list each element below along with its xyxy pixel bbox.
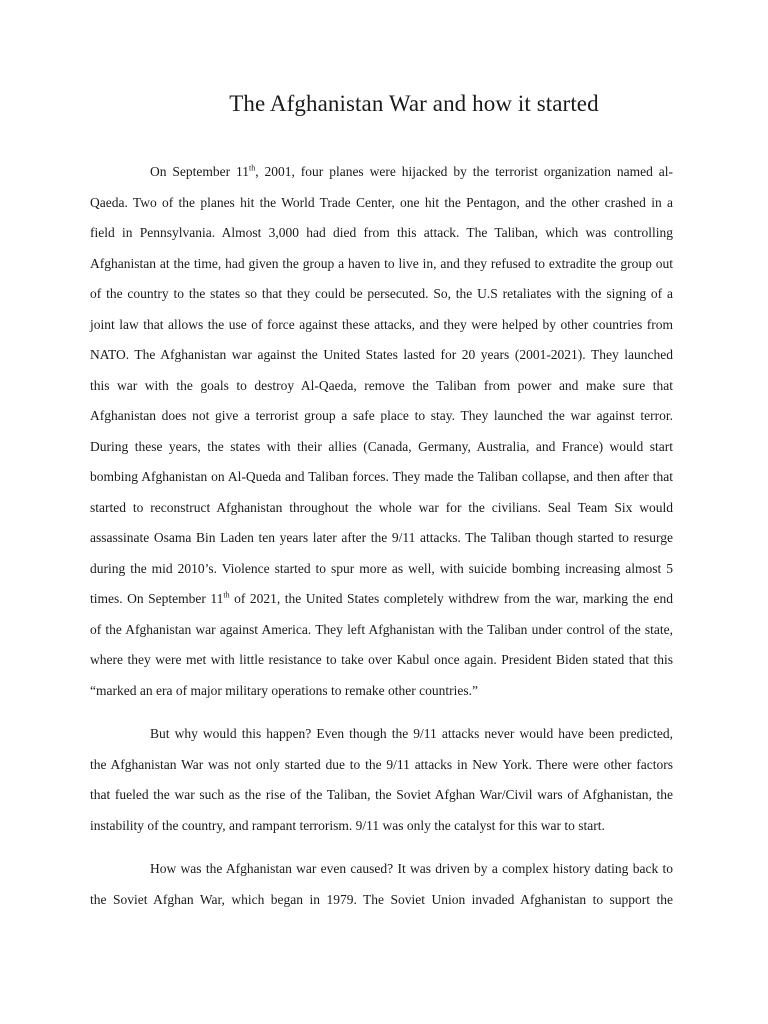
text-line: How was the Afghanistan war even caused? It was driven by a complex history dating back to: [150, 861, 673, 876]
text-line: joint law that allows the use of force against these attacks, and they were helped by other countries from: [90, 316, 673, 332]
text-line: field in Pennsylvania. Almost 3,000 had died from this attack. The Taliban, which was controlling: [90, 225, 673, 240]
text-line: Qaeda. Two of the planes hit the World Trade Center, one hit the Pentagon, and the other crashed in a: [90, 194, 673, 210]
text-line: Afghanistan at the time, had given the group a haven to live in, and they refused to extradite the group out: [90, 255, 673, 271]
text-line: of the Afghanistan war against America. They left Afghanistan with the Taliban under control of the state,: [90, 621, 673, 637]
text-line: times. On September 11th of 2021, the United States completely withdrew from the war, marking the end: [90, 590, 673, 606]
text-line: Afghanistan does not give a terrorist group a safe place to stay. They launched the war against terror.: [90, 408, 673, 423]
text-line: bombing Afghanistan on Al-Queda and Taliban forces. They made the Taliban collapse, and then after that: [90, 469, 673, 484]
text-line: the Soviet Afghan War, which began in 1979. The Soviet Union invaded Afghanistan to support the: [90, 891, 673, 907]
paragraph-1: [90, 157, 673, 706]
text-line: But why would this happen? Even though the 9/11 attacks never would have been predicted,: [150, 726, 673, 741]
text-line: started to reconstruct Afghanistan throughout the whole war for the civilians. Seal Team Six would: [90, 499, 673, 515]
text-line: On September 11th, 2001, four planes were hijacked by the terrorist organization named al-: [150, 163, 673, 179]
text-line: NATO. The Afghanistan war against the United States lasted for 20 years (2001-2021). They launched: [90, 347, 673, 362]
text-line: assassinate Osama Bin Laden ten years later after the 9/11 attacks. The Taliban though started to resurge: [90, 530, 673, 545]
text-line: of the country to the states so that they could be persecuted. So, the U.S retaliates with the signing of a: [90, 286, 673, 301]
text-line: “marked an era of major military operations to remake other countries.”: [90, 682, 478, 698]
paragraph-2: [90, 719, 673, 841]
text-line: where they were met with little resistance to take over Kabul once again. President Biden stated that this: [90, 652, 673, 667]
text-line: that fueled the war such as the rise of the Taliban, the Soviet Afghan War/Civil wars of Afghanistan, the: [90, 787, 673, 802]
text-line: during the mid 2010’s. Violence started to spur more as well, with suicide bombing increasing almost 5: [90, 560, 673, 576]
text-line: instability of the country, and rampant terrorism. 9/11 was only the catalyst for this war to start.: [90, 817, 605, 833]
text-line: During these years, the states with their allies (Canada, Germany, Australia, and France) would start: [90, 438, 673, 454]
paragraph-3: [90, 854, 673, 915]
document-body: [90, 157, 673, 928]
document-title: The Afghanistan War and how it started: [229, 91, 599, 116]
text-line: this war with the goals to destroy Al-Qaeda, remove the Taliban from power and make sure that: [90, 377, 673, 393]
text-line: the Afghanistan War was not only started due to the 9/11 attacks in New York. There were other factors: [90, 756, 673, 772]
